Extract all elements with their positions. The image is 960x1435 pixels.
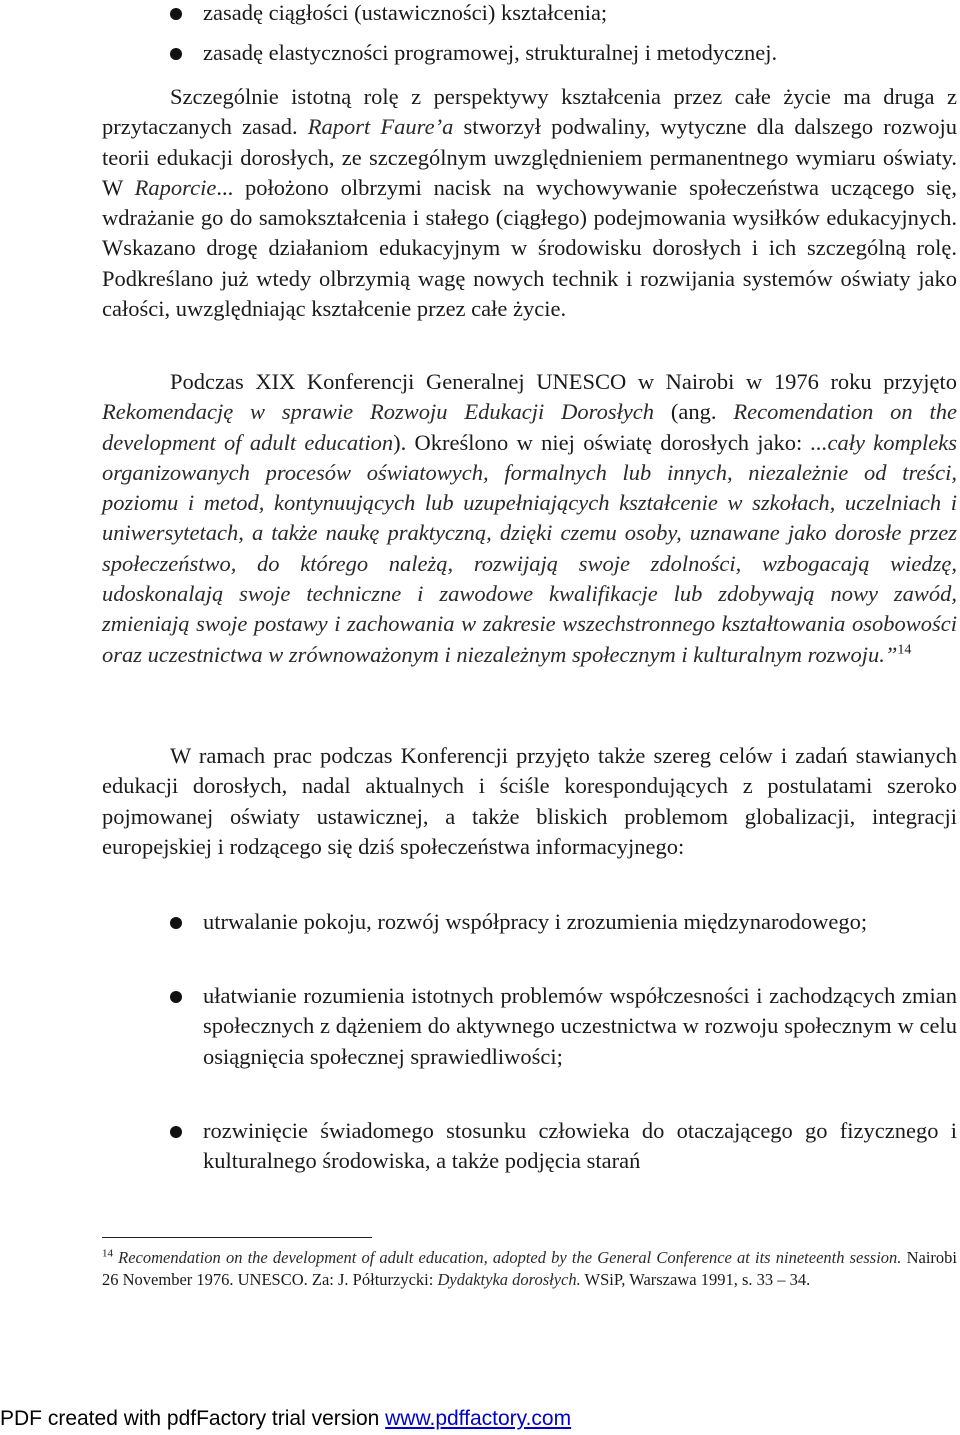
pdffactory-watermark: PDF created with pdfFactory trial version www.pdffactory.com [0, 1407, 572, 1430]
bullet-item: ułatwianie rozumienia istotnych problemów współczesności i zachodzących zmian społecznych z dążeniem do aktywnego uczestnictwa w rozwoju społecznym w celu osiągnięcia społecznej sprawiedliwości; [203, 983, 957, 1069]
bullet-dot [170, 1126, 184, 1140]
bullet-item: utrwalanie pokoju, rozwój współpracy i zrozumienia międzynarodowego; [203, 909, 868, 934]
bullet-item: rozwinięcie świadomego stosunku człowieka do otaczającego go fizycznego i kulturalnego środowiska, a także podjęcia starań [203, 1118, 957, 1174]
bullet-dot [170, 48, 184, 62]
bullet-item: zasadę ciągłości (ustawiczności) kształcenia; [203, 0, 608, 25]
bullet-dot [170, 917, 184, 931]
footnote: $^{14}$ Recomendation on the development of adult education, adopted by the General Conference at its nineteenth session. Nairobi 26 November 1976. UNESCO. Za: J. Półturzycki: Dydaktyka dorosłych. WSiP, Warszawa 1991, s. 33 – 34. [102, 1247, 957, 1289]
footnote-reference: 14 [897, 642, 912, 658]
paragraph-conference-goals: W ramach prac podczas Konferencji przyjęto także szereg celów i zadań stawianych edukacji dorosłych, nadal aktualnych i ściśle korespondujących z postulatami szeroko pojmowanej oświaty ustawicznej, a także bliskich problemom globalizacji, integracji europejskiej i rodzącego się dziś społeczeństwa informacyjnego: [102, 743, 957, 859]
pdffactory-link[interactable]: www.pdffactory.com [385, 1407, 572, 1430]
bullet-dot [170, 991, 184, 1005]
footnote-number: 14 [102, 1247, 113, 1260]
bullet-item: zasadę elastyczności programowej, strukturalnej i metodycznej. [203, 40, 778, 65]
paragraph-unesco-recommendation: Podczas XIX Konferencji Generalnej UNESCO w Nairobi w 1976 roku przyjęto Rekomendację w sprawie Rozwoju Edukacji Dorosłych (ang. Recomendation on the development of adult education). Określono w niej oświatę dorosłych jako: ...cały kompleks organizowanych procesów oświatowych, formalnych lub innych, niezależnie od treści, poziomu i metod, kontynuujących lub uzupełniających kształcenie w szkołach, uczelniach i uniwersytetach, a także naukę praktyczną, dzięki czemu osoby, uznawane jako dorosłe przez społeczeństwo, do którego należą, rozwijają swoje zdolności, wzbogacają wiedzę, udoskonalają swoje techniczne i zawodowe kwalifikacje lub zdobywają nowy zawód, zmieniają swoje postawy i zachowania w zakresie wszechstronnego kształtowania osobowości oraz uczestnictwa w zrównoważonym i niezależnym społecznym i kulturalnym rozwoju.”$^{14}$ [102, 369, 957, 667]
bullet-dot [170, 8, 184, 22]
footnote-separator [102, 1237, 372, 1238]
paragraph-faure-report: Szczególnie istotną rolę z perspektywy kształcenia przez całe życie ma druga z przytaczanych zasad. Raport Faure’a stworzył podwaliny, wytyczne dla dalszego rozwoju teorii edukacji dorosłych, ze szczególnym uwzględnieniem permanentnego wymiaru oświaty. W Raporcie... położono olbrzymi nacisk na wychowywanie społeczeństwa uczącego się, wdrażanie go do samokształcenia i stałego (ciągłego) podejmowania wysiłków edukacyjnych. Wskazano drogę działaniom edukacyjnym w środowisku dorosłych i ich szczególną rolę. Podkreślano już wtedy olbrzymią wagę nowych technik i rozwijania systemów oświaty jako całości, uwzględniając kształcenie przez całe życie. [102, 84, 957, 322]
